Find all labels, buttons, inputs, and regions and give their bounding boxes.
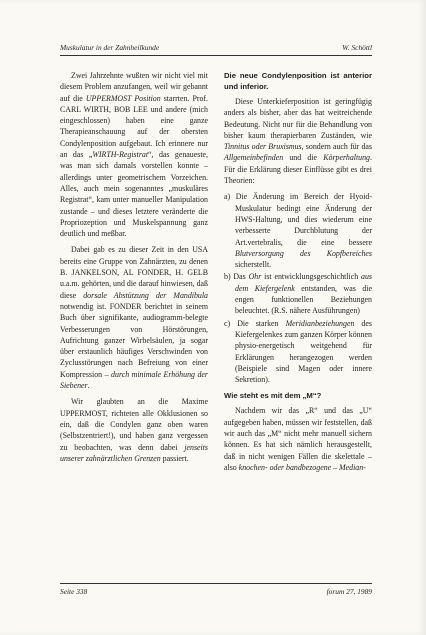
list-item: c) Die starken Meridianbeziehungen des Kiefergelenkes zum ganzen Körper können physio-energetisch weitgehend für Erklärungen herangezogen werden (Beispiele sind Magen oder innere Sekretion). [224,318,373,385]
list-item: b) Das Ohr ist entwicklungsgeschichtlich aus dem Kiefergelenk entstanden, was die engen funktionellen Beziehungen beleuchtet. (R.S. nähere Ausführungen) [224,272,372,316]
section-heading: Die neue Condylenposition ist anterior und inferior. [224,71,372,91]
paragraph: Wir glaubten an die Maxime UPPERMOST, richteten alle Okklusionen so ein, daß die Condylen ganz oben waren (Selbstzentriert!), und haben ganz vergessen zu beobachten, was denn dabei jenseits unserer zahnärztlichen Grenzen passiert. [60,397,208,463]
journal-issue: forum 27, 1989 [326,587,372,596]
paragraph: Dabei gab es zu dieser Zeit in den USA bereits eine Gruppe von Zahnärzten, zu denen B. JANKELSON, AL FONDER, H. GELB u.a.m. gehörten, und die darauf hinwiesen, daß diese dorsale Abstützung der Mandibula notwendig ist. FONDER berichtet in seinem Buch über signifikante, audiogramm-belegte Verbesserungen von Hörstörungen, Aufrichtung ganzer Wirbelsäulen, ja sogar über erstaunlich häufiges Verschwinden von Zyclusstörungen nach Befreiung von einer Kompression – durch minimale Erhöhung der Siebener. [60,245,209,391]
paragraph: Diese Unterkieferposition ist geringfügig anders als bisher, aber das hat weitreichende Bedeutung. Nicht nur für die Behandlung von bisher kaum therapierbaren Zuständen, wie Tinnitus oder Bruxismus, sondern auch für das Allgemeinbefinden und die Körperhaltung. Für die Erklärung dieser Einflüsse gibt es drei Theorien: [224,97,372,186]
right-column [224,70,372,478]
header-title: Muskulatur in der Zahnheilkunde [60,43,160,52]
paragraph: Nachdem wir das „R“ und das „U“ aufgegeben haben, müssen wir feststellen, daß wir auch das „M“ nicht mehr manuell sichern können. Es hat sich nämlich herausgestellt, daß in nicht wenigen Fällen die skelettale – also knochen- oder bandbezogene – Median- [224,406,372,472]
paragraph: Zwei Jahrzehnte wußten wir nicht viel mit diesem Problem anzufangen, weil wir gebannt auf die UPPERMOST Position starrten. Prof. CARL WIRTH, BOB LEE und andere (mich eingeschlossen) haben eine ganze Therapieanschauung auf der obersten Condylenposition aufgebaut. Ich erinnere nur an das „WIRTH-Registrat“, das genaueste, was man sich damals vorstellen konnte – allerdings unter geometrischem Vorzeichen. Alles, auch mein sogenanntes „muskuläres Registrat“, kam unter manueller Manipulation zustande – und dieses letztere veränderte die Propriozeption und Muskelspannung ganz deutlich und meßbar. [60,71,208,239]
running-header [60,43,372,56]
page-number: Seite 338 [60,587,88,596]
section-heading: Wie steht es mit dem „M“? [224,391,322,401]
list-item: a) Die Änderung im Bereich der Hyoid-Muskulatur bedingt eine Änderung der HWS-Haltung, und dies wiederum eine verbesserte Durchblutung der Art.vertebralis, die eine bessere Blutversorgung des Kopfbereiches sicherstellt. [224,192,372,270]
header-author: W. Schöttl [342,43,372,52]
footer [60,583,372,596]
left-column [60,70,208,469]
theory-list [224,191,372,385]
